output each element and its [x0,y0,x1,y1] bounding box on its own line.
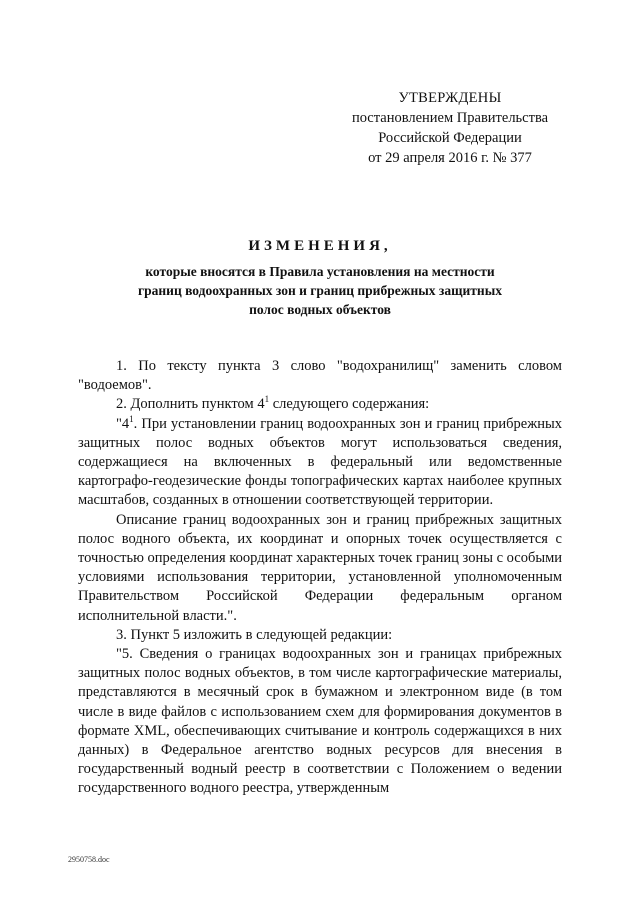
paragraph-item-2-start: 2. Дополнить пунктом 4 [116,396,265,413]
paragraph-description: Описание границ водоохранных зон и границ прибрежных защитных полос водного объекта, их координат и опорных точек осуществляется с точностью определения координат характерных точек границ зоны с особыми условиями использования территории, установленной уполномоченным Правительством Российской Федерации федеральным органом исполнительной власти.". [78,511,562,624]
approval-line-3: Российской Федерации [378,130,522,146]
paragraph-item-3: 3. Пункт 5 изложить в следующей редакции: [116,626,393,643]
superscript-marker: 1 [264,394,270,405]
paragraph-point-4-1-text: . При установлении границ водоохранных зон и границ прибрежных защитных полос водных объектов могут использоваться сведения, содержащиеся на включенных в федеральный или ведомственные картографо-геодезические фонды топографических картах наиболее крупных масштабов, созданных в отношении соответствующей территории. [78,415,562,509]
paragraph-item-2 [78,395,562,414]
paragraph-point-4-1-start: "4 [116,415,130,432]
subtitle-line-2: границ водоохранных зон и границ прибрежных защитных [138,283,502,298]
approval-block [330,88,570,168]
document-subtitle [80,262,560,319]
approval-date-number: от 29 апреля 2016 г. № 377 [368,150,532,166]
document-title: ИЗМЕНЕНИЯ, [248,238,392,254]
approval-heading: УТВЕРЖДЕНЫ [398,90,502,106]
subtitle-line-1: которые вносятся в Правила установления на местности [145,264,495,279]
subtitle-line-3: полос водных объектов [249,302,391,317]
superscript-marker: 1 [129,413,134,424]
file-name-footer: 2950758.doc [68,855,110,864]
approval-line-2: постановлением Правительства [351,110,549,126]
paragraph-item-2-end: следующего содержания: [269,396,430,413]
paragraph-point-4-1 [78,415,562,511]
paragraph-point-5: "5. Сведения о границах водоохранных зон и границах прибрежных защитных полос водных объектов, в том числе картографические материалы, представляются в месячный срок в бумажном и электронном виде (в том числе в виде файлов с использованием схем для формирования документов в формате XML, обеспечивающих считывание и контроль содержащихся в них данных) в Федеральное агентство водных ресурсов для внесения в государственный водный реестр в соответствии с Положением о ведении государственного водного реестра, утвержденным [78,646,562,797]
document-body [78,357,562,799]
paragraph-item-1: 1. По тексту пункта 3 слово "водохранилищ" заменить словом "водоемов". [78,358,562,394]
